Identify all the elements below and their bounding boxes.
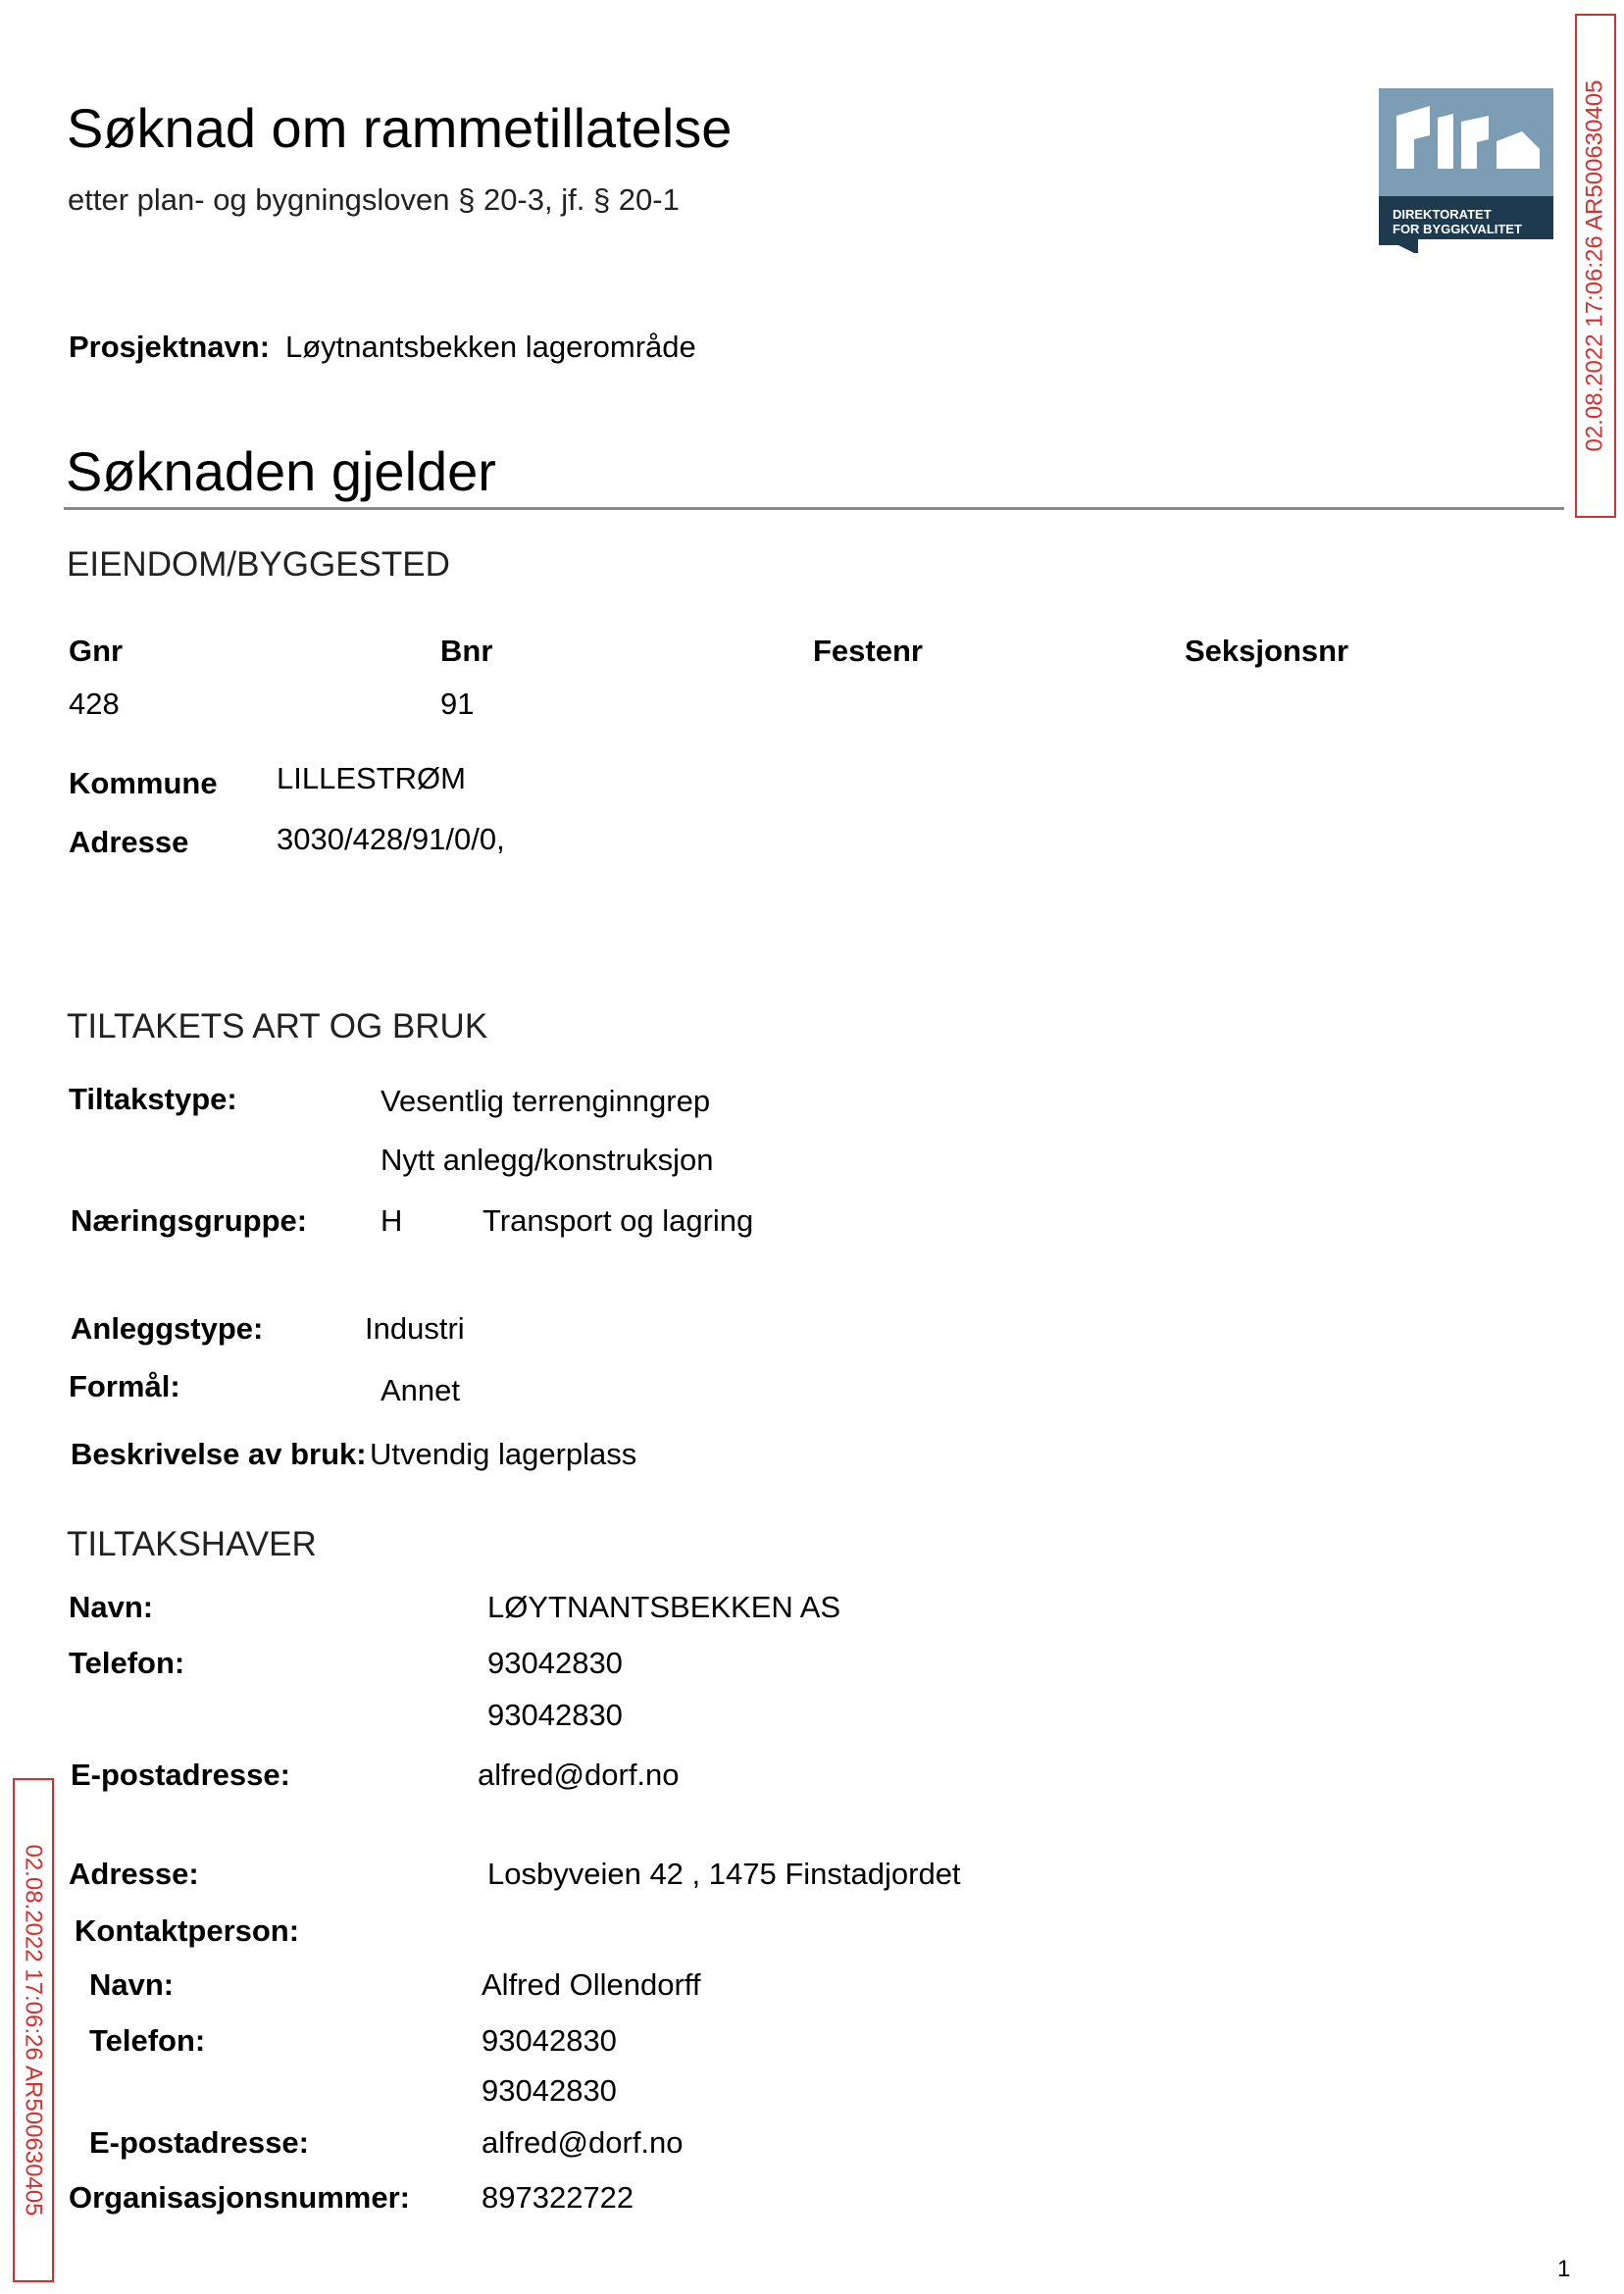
bnr-label: Bnr [440, 634, 493, 668]
anleggstype-value: Industri [365, 1311, 465, 1346]
contact-phone-label: Telefon: [89, 2023, 206, 2058]
tiltakstype-value-2: Nytt anlegg/konstruksjon [381, 1143, 714, 1177]
kommune-value: LILLESTRØM [277, 761, 466, 795]
contact-name-value: Alfred Ollendorff [482, 1967, 701, 2002]
document-subtitle: etter plan- og bygningsloven § 20-3, jf. § 20-1 [68, 182, 680, 217]
gnr-value: 428 [69, 687, 120, 721]
received-stamp-bottom [13, 1778, 54, 2282]
dibk-logo [1379, 88, 1553, 253]
contact-phone-value-2: 93042830 [482, 2073, 617, 2108]
stamp-text-bottom: 02.08.2022 17:06:26 AR500630405 [21, 1844, 47, 2217]
contact-email-value: alfred@dorf.no [482, 2125, 684, 2160]
project-name-label: Prosjektnavn: [69, 330, 271, 364]
org-number-value: 897322722 [482, 2180, 634, 2215]
tiltakshaver-email-label: E-postadresse: [71, 1758, 290, 1792]
naeringsgruppe-value: Transport og lagring [482, 1203, 754, 1238]
property-address-label: Adresse [69, 825, 189, 859]
contact-email-label: E-postadresse: [89, 2125, 309, 2160]
tiltakshaver-heading: TILTAKSHAVER [67, 1525, 317, 1563]
festenr-label: Festenr [813, 634, 923, 668]
naeringsgruppe-code: H [381, 1203, 403, 1238]
document-title: Søknad om rammetillatelse [67, 97, 733, 159]
tiltakshaver-email-value: alfred@dorf.no [478, 1758, 680, 1792]
tiltakshaver-name-value: LØYTNANTSBEKKEN AS [487, 1590, 841, 1624]
tiltak-heading: TILTAKETS ART OG BRUK [67, 1007, 488, 1045]
tiltakstype-label: Tiltakstype: [69, 1082, 237, 1116]
gnr-label: Gnr [69, 634, 124, 668]
tiltakshaver-name-label: Navn: [69, 1590, 154, 1624]
tiltakshaver-phone-label: Telefon: [69, 1646, 185, 1680]
section-divider [64, 507, 1564, 510]
logo-text-line2: FOR BYGGKVALITET [1393, 222, 1522, 236]
formal-value: Annet [381, 1373, 461, 1407]
project-name-value: Løytnantsbekken lagerområde [285, 330, 696, 364]
stamp-text-top: 02.08.2022 17:06:26 AR500630405 [1582, 79, 1608, 452]
org-number-label: Organisasjonsnummer: [69, 2180, 410, 2215]
property-address-value: 3030/428/91/0/0, [277, 822, 505, 856]
naeringsgruppe-label: Næringsgruppe: [71, 1203, 308, 1238]
beskrivelse-label: Beskrivelse av bruk: [71, 1437, 367, 1471]
kommune-label: Kommune [69, 766, 218, 800]
page-number: 1 [1557, 2256, 1571, 2282]
formal-label: Formål: [69, 1369, 180, 1403]
tiltakshaver-address-label: Adresse: [69, 1857, 199, 1891]
contact-phone-value-1: 93042830 [482, 2023, 617, 2058]
beskrivelse-value: Utvendig lagerplass [370, 1437, 637, 1471]
tiltakshaver-phone-value-1: 93042830 [487, 1646, 623, 1680]
section-title: Søknaden gjelder [66, 440, 496, 502]
tiltakshaver-phone-value-2: 93042830 [487, 1698, 623, 1732]
tiltakstype-value-1: Vesentlig terrenginngrep [381, 1084, 711, 1118]
contact-person-label: Kontaktperson: [75, 1913, 300, 1948]
seksjonsnr-label: Seksjonsnr [1185, 634, 1349, 668]
anleggstype-label: Anleggstype: [71, 1311, 264, 1346]
property-heading: EIENDOM/BYGGESTED [67, 545, 450, 584]
tiltakshaver-address-value: Losbyveien 42 , 1475 Finstadjordet [487, 1857, 961, 1891]
logo-text-line1: DIREKTORATET [1393, 207, 1492, 222]
received-stamp-top [1575, 14, 1616, 518]
contact-name-label: Navn: [89, 1967, 175, 2002]
bnr-value: 91 [440, 687, 475, 721]
